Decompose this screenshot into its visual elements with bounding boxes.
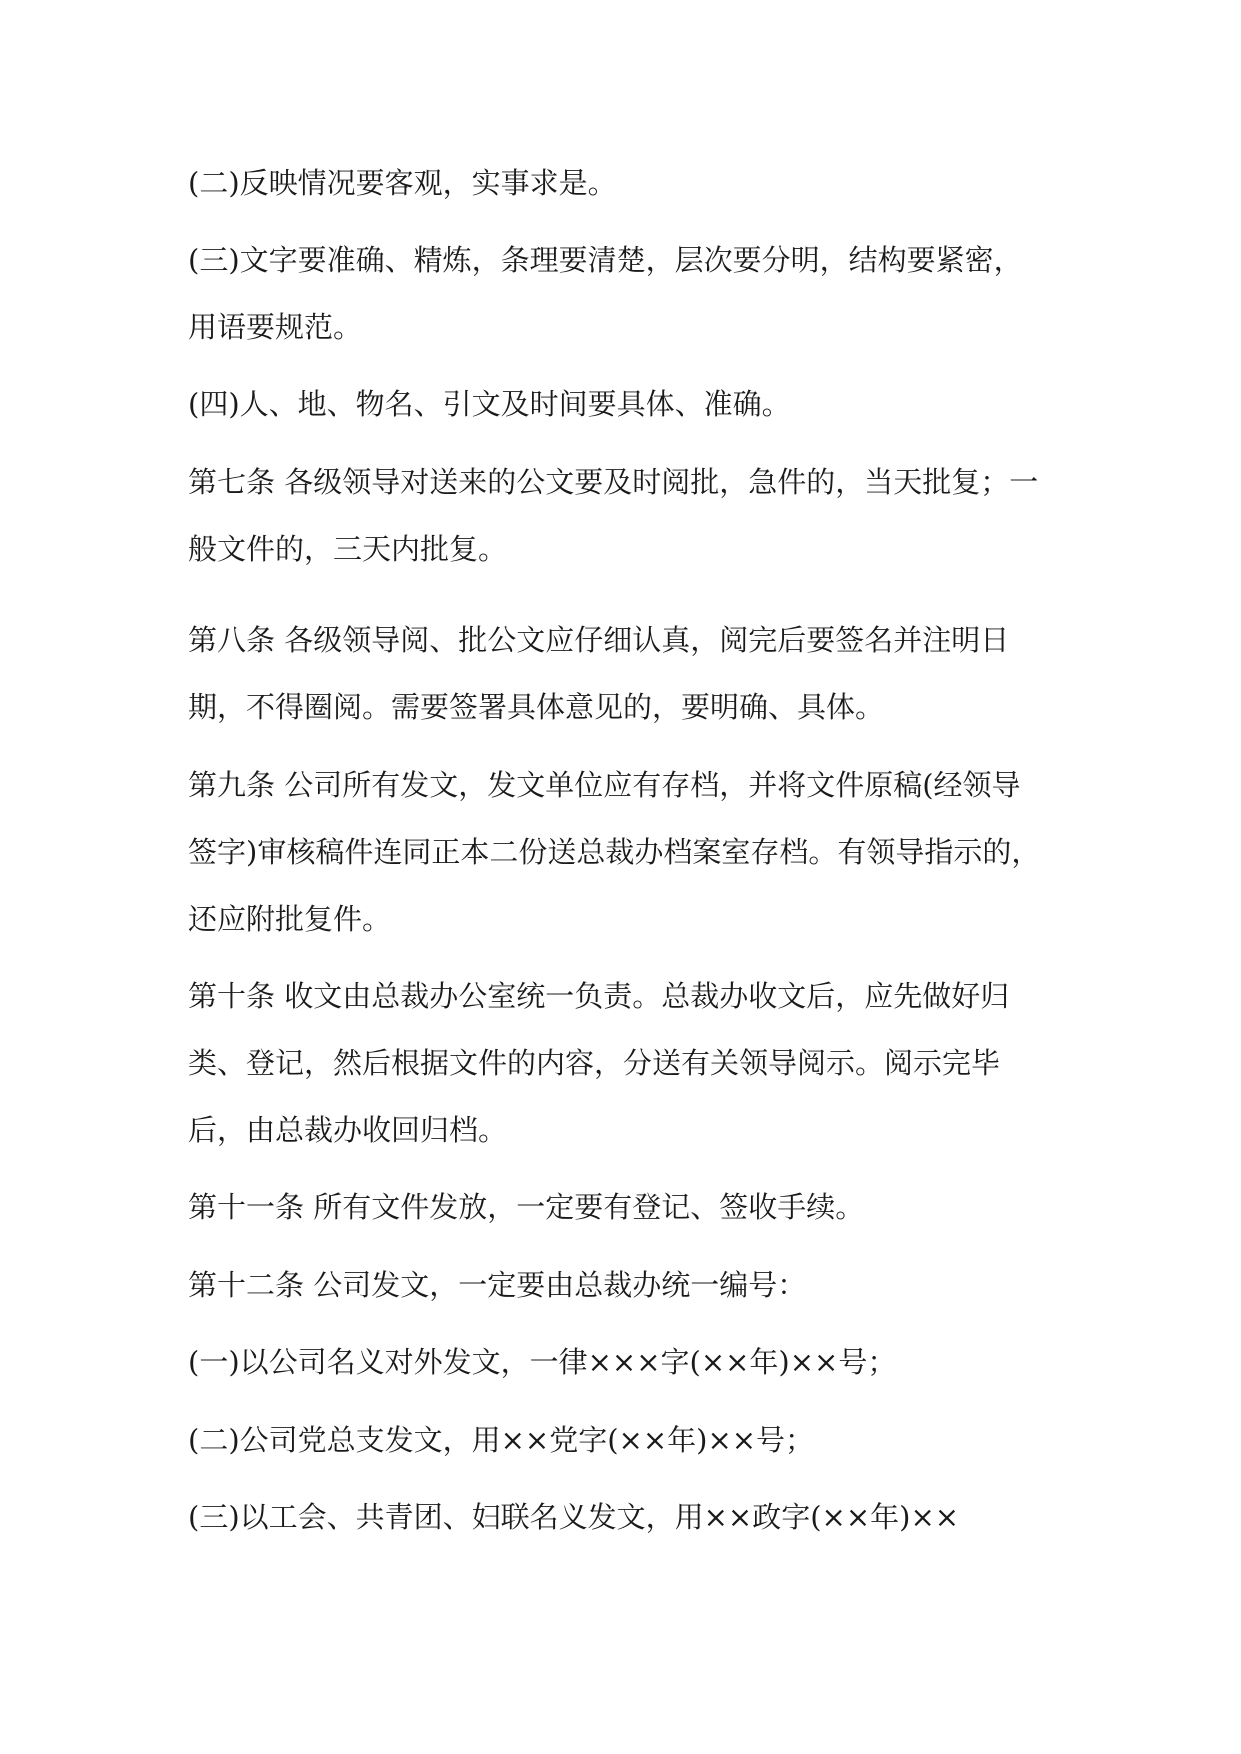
paragraph-line: 还应附批复件。 bbox=[188, 902, 392, 936]
paragraph-line: 般文件的，三天内批复。 bbox=[188, 532, 508, 566]
paragraph-line: 类、登记，然后根据文件的内容，分送有关领导阅示。阅示完毕 bbox=[188, 1046, 1001, 1080]
paragraph-line: (二)公司党总支发文，用××党字(××年)××号； bbox=[188, 1423, 815, 1457]
paragraph-line: 第十一条 所有文件发放，一定要有登记、签收手续。 bbox=[188, 1190, 865, 1224]
paragraph-line: 第十二条 公司发文，一定要由总裁办统一编号： bbox=[188, 1268, 807, 1302]
paragraph-line: (三)文字要准确、精炼，条理要清楚，层次要分明，结构要紧密， bbox=[188, 243, 1023, 277]
paragraph-line: (一)以公司名义对外发文，一律×××字(××年)××号； bbox=[188, 1345, 897, 1379]
paragraph-line: (三)以工会、共青团、妇联名义发文，用××政字(××年)×× bbox=[188, 1500, 960, 1534]
paragraph-line: 第十条 收文由总裁办公室统一负责。总裁办收文后，应先做好归 bbox=[188, 979, 1010, 1013]
paragraph-line: (二)反映情况要客观，实事求是。 bbox=[188, 166, 617, 200]
paragraph-line: 签字)审核稿件连同正本二份送总裁办档案室存档。有领导指示的， bbox=[188, 835, 1041, 869]
paragraph-line: 用语要规范。 bbox=[188, 310, 363, 344]
paragraph-line: 第八条 各级领导阅、批公文应仔细认真，阅完后要签名并注明日 bbox=[188, 623, 1010, 657]
paragraph-line: 第七条 各级领导对送来的公文要及时阅批，急件的，当天批复；一 bbox=[188, 465, 1039, 499]
paragraph-line: 后，由总裁办收回归档。 bbox=[188, 1113, 508, 1147]
paragraph-line: 第九条 公司所有发文，发文单位应有存档，并将文件原稿(经领导 bbox=[188, 768, 1021, 802]
paragraph-line: (四)人、地、物名、引文及时间要具体、准确。 bbox=[188, 387, 791, 421]
paragraph-line: 期，不得圈阅。需要签署具体意见的，要明确、具体。 bbox=[188, 690, 885, 724]
